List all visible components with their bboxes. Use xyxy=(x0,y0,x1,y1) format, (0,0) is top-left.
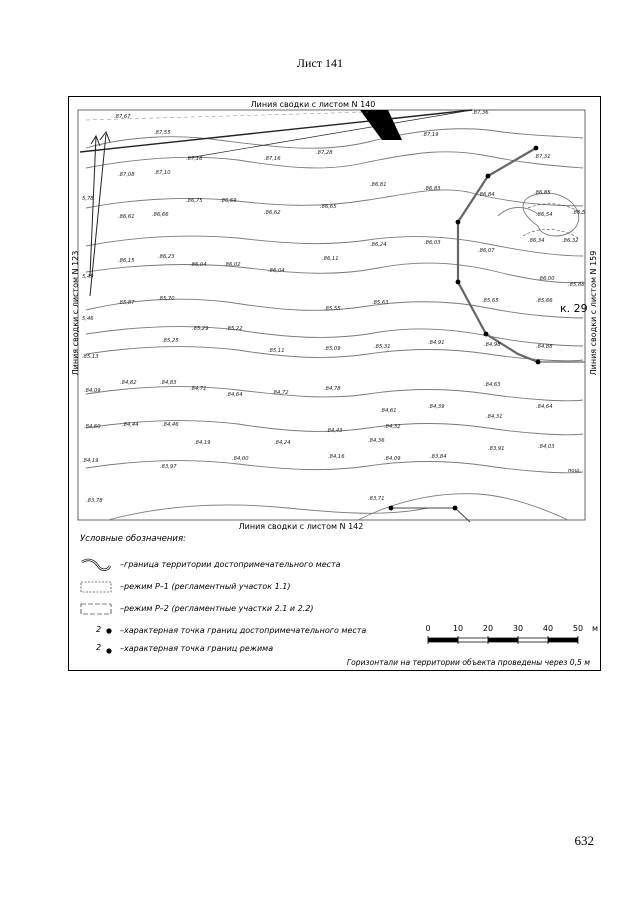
elevation-label: .86,11 xyxy=(322,256,339,262)
legend-item-territory-boundary xyxy=(80,558,420,576)
elevation-label: .86,24 xyxy=(370,242,387,248)
contour-lines xyxy=(86,129,583,520)
elevation-label: .84,24 xyxy=(274,440,291,446)
elevation-label: .84,71 xyxy=(190,386,207,392)
elevation-label: .83,84 xyxy=(430,454,447,460)
elevation-label: .87,55 xyxy=(154,130,171,136)
summary-line xyxy=(80,110,472,152)
elevation-label: .84,64 xyxy=(536,404,553,410)
contour-interval-note: Горизонтали на территории объекта проведены через 0,5 м xyxy=(346,658,590,667)
elevation-label: .87,10 xyxy=(154,170,171,176)
elevation-label: .86,04 xyxy=(268,268,285,274)
scale-bar xyxy=(422,622,622,662)
elevation-labels xyxy=(82,110,586,504)
elevation-label: .86,75 xyxy=(186,198,203,204)
elevation-label: .84,78 xyxy=(324,386,341,392)
black-marker xyxy=(360,110,402,140)
elevation-label: .86,69 xyxy=(220,198,237,204)
territory-boundary-symbol-icon xyxy=(80,558,112,572)
elevation-label: .85,66 xyxy=(536,298,553,304)
elevation-label: .84,16 xyxy=(328,454,345,460)
elevation-label: .84,64 xyxy=(226,392,243,398)
elevation-label: .84,32 xyxy=(384,424,401,430)
legend-item-label: –режим Р–2 (регламентные участки 2.1 и 2.2) xyxy=(120,604,314,613)
sheet-label-left: Линия сводки с листом N 123 xyxy=(71,250,80,376)
elevation-label: .86,85 xyxy=(534,190,551,196)
legend-title: Условные обозначения: xyxy=(80,534,186,544)
scale-unit: м xyxy=(592,624,599,633)
elevation-label: .86,66 xyxy=(152,212,169,218)
elevation-label: .84,39 xyxy=(428,404,445,410)
scale-tick-label: 10 xyxy=(452,624,464,633)
elevation-label: .85,63 xyxy=(372,300,389,306)
elevation-label: 5,78 xyxy=(82,196,94,202)
legend-item-boundary-point xyxy=(80,624,420,642)
elevation-label: .85,25 xyxy=(162,338,179,344)
elevation-label: .86,81 xyxy=(370,182,387,188)
territory-boundary xyxy=(458,148,538,362)
elevation-label: .84,91 xyxy=(428,340,445,346)
elevation-label: .87,16 xyxy=(264,156,281,162)
elevation-label: .87,31 xyxy=(534,154,551,160)
scale-tick-label: 20 xyxy=(482,624,494,633)
elevation-label: .85,29 xyxy=(192,326,209,332)
elevation-label: .84,03 xyxy=(538,444,555,450)
elevation-label: .84,61 xyxy=(380,408,397,414)
elevation-label: .85,55 xyxy=(324,306,341,312)
elevation-label: .86,83 xyxy=(424,186,441,192)
elevation-label: .87,19 xyxy=(422,132,439,138)
elevation-label: .83,78 xyxy=(86,498,103,504)
elevation-label: .85,13 xyxy=(82,354,99,360)
legend-item-label: –граница территории достопримечательного места xyxy=(120,560,341,569)
elevation-label: 5,46 xyxy=(82,316,94,322)
elevation-label: .87,67 xyxy=(114,114,131,120)
regime-p2-symbol-icon xyxy=(80,602,112,616)
small-mark: пош. xyxy=(568,468,581,474)
elevation-label: .86,03 xyxy=(424,240,441,246)
elevation-label: .84,00 xyxy=(232,456,249,462)
page-title: Лист 141 xyxy=(296,56,344,70)
legend-point-number: 2 xyxy=(96,643,102,652)
regime-point-icon xyxy=(106,648,112,654)
elevation-label: .86,61 xyxy=(118,214,135,220)
elevation-label: .86,34 xyxy=(528,238,545,244)
elevation-label: .87,28 xyxy=(316,150,333,156)
elevation-label: 5,49 xyxy=(82,274,94,280)
elevation-label: .86,23 xyxy=(158,254,175,260)
legend-point-number: 2 xyxy=(96,625,102,634)
elevation-label: .86,62 xyxy=(264,210,281,216)
elevation-label: .84,09 xyxy=(84,388,101,394)
elevation-label: .85,65 xyxy=(482,298,499,304)
legend-item-regime-p1 xyxy=(80,580,420,598)
elevation-label: .86,54 xyxy=(536,212,553,218)
scale-tick-label: 0 xyxy=(425,624,431,633)
legend-item-label: –режим Р–1 (регламентный участок 1.1) xyxy=(120,582,291,591)
elevation-label: .83,91 xyxy=(488,446,505,452)
point-label: к. 29 xyxy=(560,302,588,315)
elevation-label: .84,46 xyxy=(162,422,179,428)
elevation-label: .87,36 xyxy=(472,110,489,116)
elevation-label: .85,70 xyxy=(158,296,175,302)
sheet-label-right: Линия сводки с листом N 159 xyxy=(589,250,598,376)
elevation-label: .86,04 xyxy=(190,262,207,268)
elevation-label: .85,87 xyxy=(118,300,135,306)
elevation-label: .84,83 xyxy=(160,380,177,386)
elevation-label: .86,65 xyxy=(320,204,337,210)
elevation-label: .84,63 xyxy=(484,382,501,388)
boundary-points xyxy=(456,146,541,365)
elevation-label: .85,09 xyxy=(324,346,341,352)
elevation-label: .86,00 xyxy=(538,276,555,282)
elevation-label: .84,43 xyxy=(326,428,343,434)
elevation-label: .86,07 xyxy=(478,248,495,254)
elevation-label: .84,44 xyxy=(122,422,139,428)
elevation-label: .84,09 xyxy=(384,456,401,462)
elevation-label: .86,02 xyxy=(224,262,241,268)
elevation-label: .84,72 xyxy=(272,390,289,396)
elevation-label: .85,22 xyxy=(226,326,243,332)
scale-tick-label: 30 xyxy=(512,624,524,633)
elevation-label: .84,88 xyxy=(536,344,553,350)
scale-tick-label: 50 xyxy=(572,624,584,633)
elevation-label: .86,5 xyxy=(572,210,586,216)
sheet-label-bottom: Линия сводки с листом N 142 xyxy=(238,522,364,531)
elevation-label: .85,31 xyxy=(374,344,391,350)
elevation-label: .84,19 xyxy=(194,440,211,446)
elevation-label: .83,71 xyxy=(368,496,385,502)
elevation-label: .84,60 xyxy=(84,424,101,430)
elevation-label: .86,15 xyxy=(118,258,135,264)
elevation-label: .85,88 xyxy=(568,282,585,288)
scale-tick-label: 40 xyxy=(542,624,554,633)
elevation-label: .84,31 xyxy=(486,414,503,420)
elevation-label: .87,18 xyxy=(186,156,203,162)
boundary-point-icon xyxy=(106,628,112,634)
page-number: 632 xyxy=(574,833,594,848)
elevation-label: .85,11 xyxy=(268,348,285,354)
elevation-label: .84,82 xyxy=(120,380,137,386)
elevation-label: .84,36 xyxy=(368,438,385,444)
elevation-label: .86,84 xyxy=(478,192,495,198)
elevation-label: .87,08 xyxy=(118,172,135,178)
legend-item-label: –характерная точка границ достопримечательного места xyxy=(120,626,367,635)
legend-item-label: –характерная точка границ режима xyxy=(120,644,274,653)
elevation-label: .86,32 xyxy=(562,238,579,244)
elevation-label: .84,19 xyxy=(82,458,99,464)
sheet-label-top: Линия сводки с листом N 140 xyxy=(250,100,376,109)
elevation-label: .84,98 xyxy=(484,342,501,348)
regime-p1-symbol-icon xyxy=(80,580,112,594)
elevation-label: .83,97 xyxy=(160,464,177,470)
legend-item-regime-p2 xyxy=(80,602,420,620)
